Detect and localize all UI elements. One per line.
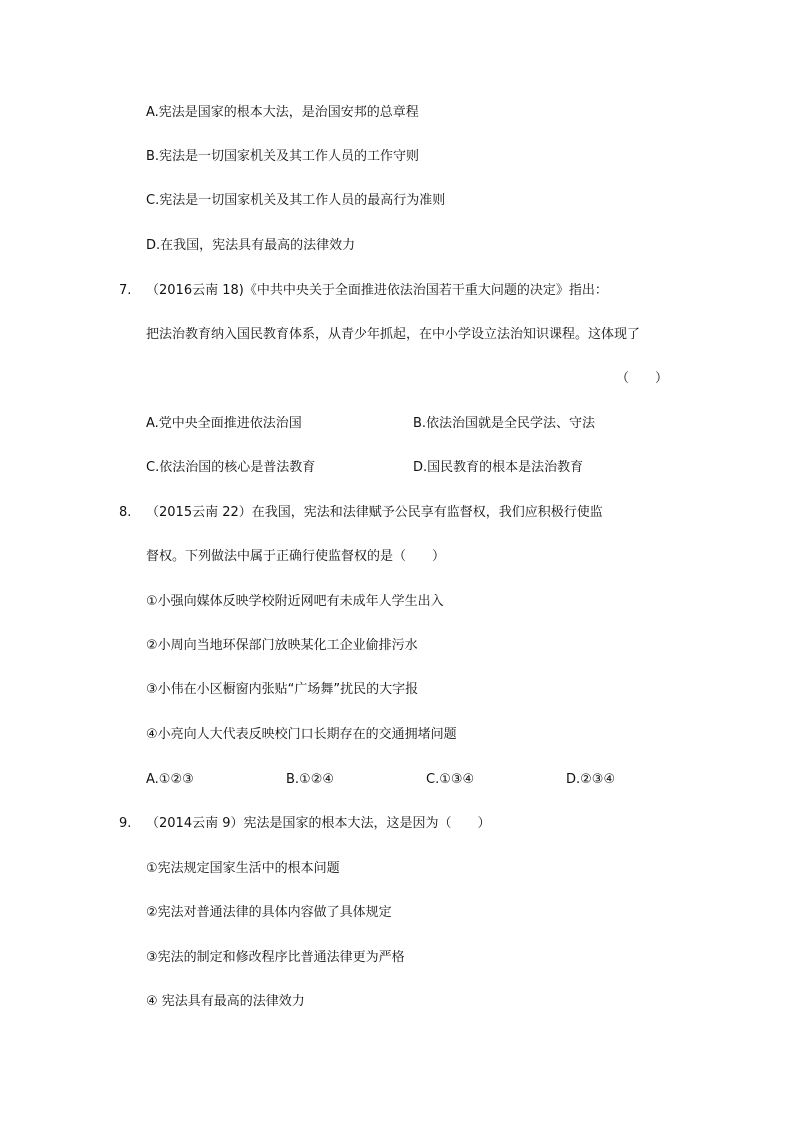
q7-stem-line2: 把法治教育纳入国民教育体系，从青少年抓起，在中小学设立法治知识课程。这体现了 <box>146 327 641 342</box>
q7-option-c: C.依法治国的核心是普法教育 <box>146 460 316 475</box>
q7-option-d: D.国民教育的根本是法治教育 <box>413 460 584 475</box>
q7-number: 7. <box>119 283 132 298</box>
q8-option-c: C.①③④ <box>426 772 475 787</box>
q9-stem-line <box>119 815 491 833</box>
q8-item-1: ①小强向媒体反映学校附近网吧有未成年人学生出入 <box>146 594 444 609</box>
q7-option-b: B.依法治国就是全民学法、守法 <box>413 416 596 431</box>
q8-option-a: A.①②③ <box>146 772 194 787</box>
q6-option-d: D.在我国，宪法具有最高的法律效力 <box>146 238 356 253</box>
q6-option-b: B.宪法是一切国家机关及其工作人员的工作守则 <box>146 149 420 164</box>
q9-stem-text: （2014云南 9）宪法是国家的根本大法，这是因为（ ） <box>146 816 491 831</box>
q7-option-a: A.党中央全面推进依法治国 <box>146 416 302 431</box>
q8-number: 8. <box>119 505 132 520</box>
q8-option-b: B.①②④ <box>286 772 335 787</box>
q8-item-4: ④小亮向人大代表反映校门口长期存在的交通拥堵问题 <box>146 727 457 742</box>
q6-option-c: C.宪法是一切国家机关及其工作人员的最高行为准则 <box>146 193 446 208</box>
q7-answer-paren: （ ） <box>616 371 669 386</box>
q7-stem-text: （2016云南 18)《中共中央关于全面推进依法治国若干重大问题的决定》指出： <box>146 283 608 298</box>
q8-stem-line1 <box>119 504 603 522</box>
q9-item-4: ④ 宪法具有最高的法律效力 <box>146 994 305 1009</box>
q6-option-a: A.宪法是国家的根本大法，是治国安邦的总章程 <box>146 105 419 120</box>
q9-number: 9. <box>119 816 132 831</box>
q9-item-3: ③宪法的制定和修改程序比普通法律更为严格 <box>146 950 405 965</box>
q8-item-3: ③小伟在小区橱窗内张贴“广场舞”扰民的大字报 <box>146 682 419 697</box>
q9-item-1: ①宪法规定国家生活中的根本问题 <box>146 861 340 876</box>
q7-stem-line1 <box>119 282 608 300</box>
q8-stem-text: （2015云南 22）在我国，宪法和法律赋予公民享有监督权，我们应积极行使监 <box>146 505 603 520</box>
q8-stem-line2: 督权。下列做法中属于正确行使监督权的是（ ） <box>146 549 446 564</box>
q8-option-d: D.②③④ <box>566 772 616 787</box>
q9-item-2: ②宪法对普通法律的具体内容做了具体规定 <box>146 905 392 920</box>
q8-item-2: ②小周向当地环保部门放映某化工企业偷排污水 <box>146 638 418 653</box>
